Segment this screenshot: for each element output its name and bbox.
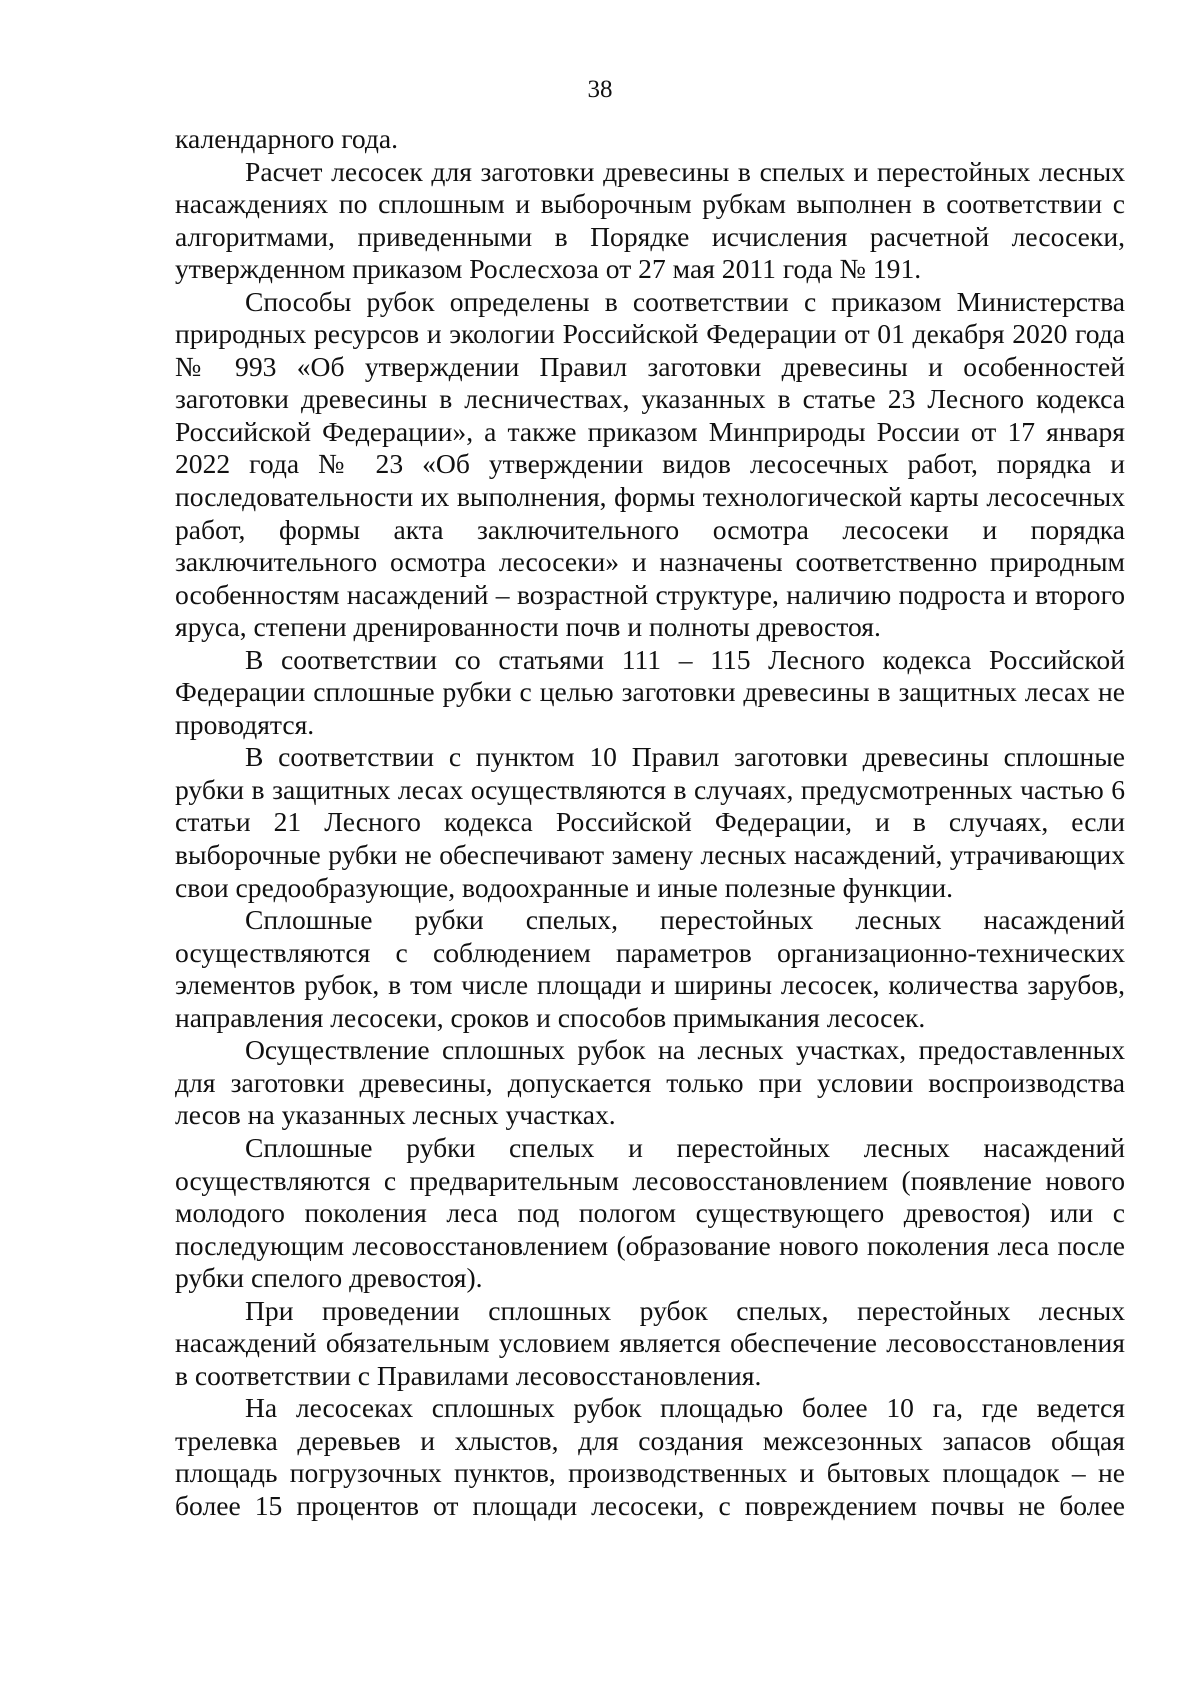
- paragraph: В соответствии с пунктом 10 Правил заготовки древесины сплошные рубки в защитных лесах осуществляются в случаях, предусмотренных частью 6 статьи 21 Лесного кодекса Российской Федерации, и в случаях, если выборочные рубки не обеспечивают замену лесных насаждений, утрачивающих свои средообразующие, водоохранные и иные полезные функции.: [175, 741, 1125, 903]
- paragraph: календарного года.: [175, 123, 399, 154]
- paragraph: Сплошные рубки спелых, перестойных лесных насаждений осуществляются с соблюдением параметров организационно-технических элементов рубок, в том числе площади и ширины лесосек, количества зарубов, направления лесосеки, сроков и способов примыкания лесосек.: [175, 904, 1125, 1033]
- paragraph: На лесосеках сплошных рубок площадью более 10 га, где ведется трелевка деревьев и хлыстов, для создания межсезонных запасов общая площадь погрузочных пунктов, производственных и бытовых площадок – не более 15 процентов от площади лесосеки, с повреждением почвы не более: [175, 1392, 1125, 1521]
- paragraph: Осуществление сплошных рубок на лесных участках, предоставленных для заготовки древесины, допускается только при условии воспроизводства лесов на указанных лесных участках.: [175, 1034, 1125, 1131]
- page-number: 38: [587, 76, 613, 103]
- paragraph: Сплошные рубки спелых и перестойных лесных насаждений осуществляются с предварительным лесовосстановлением (появление нового молодого поколения леса под пологом существующего древостоя) или с последующим лесовосстановлением (образование нового поколения леса после рубки спелого древостоя).: [175, 1131, 1125, 1294]
- paragraph: Расчет лесосек для заготовки древесины в спелых и перестойных лесных насаждениях по сплошным и выборочным рубкам выполнен в соответствии с алгоритмами, приведенными в Порядке исчисления расчетной лесосеки, утвержденном приказом Рослесхоза от 27 мая 2011 года № 191.: [175, 155, 1125, 285]
- paragraph: Способы рубок определены в соответствии с приказом Министерства природных ресурсов и экологии Российской Федерации от 01 декабря 2020 года № 993 «Об утверждении Правил заготовки древесины и особенностей заготовки древесины в лесничествах, указанных в статье 23 Лесного кодекса Российской Федерации», а также приказом Минприроды России от 17 января 2022 года № 23 «Об утверждении видов лесосечных работ, порядка и последовательности их выполнения, формы технологической карты лесосечных работ, формы акта заключительного осмотра лесосеки и порядка заключительного осмотра лесосеки» и назначены соответственно природным особенностям насаждений – возрастной структуре, наличию подроста и второго яруса, степени дренированности почв и полноты древостоя.: [175, 285, 1125, 643]
- paragraph: В соответствии со статьями 111 – 115 Лесного кодекса Российской Федерации сплошные рубки с целью заготовки древесины в защитных лесах не проводятся.: [175, 643, 1125, 740]
- paragraph: При проведении сплошных рубок спелых, перестойных лесных насаждений обязательным условием является обеспечение лесовосстановления в соответствии с Правилами лесовосстановления.: [175, 1294, 1125, 1391]
- document-body: [175, 123, 1125, 1523]
